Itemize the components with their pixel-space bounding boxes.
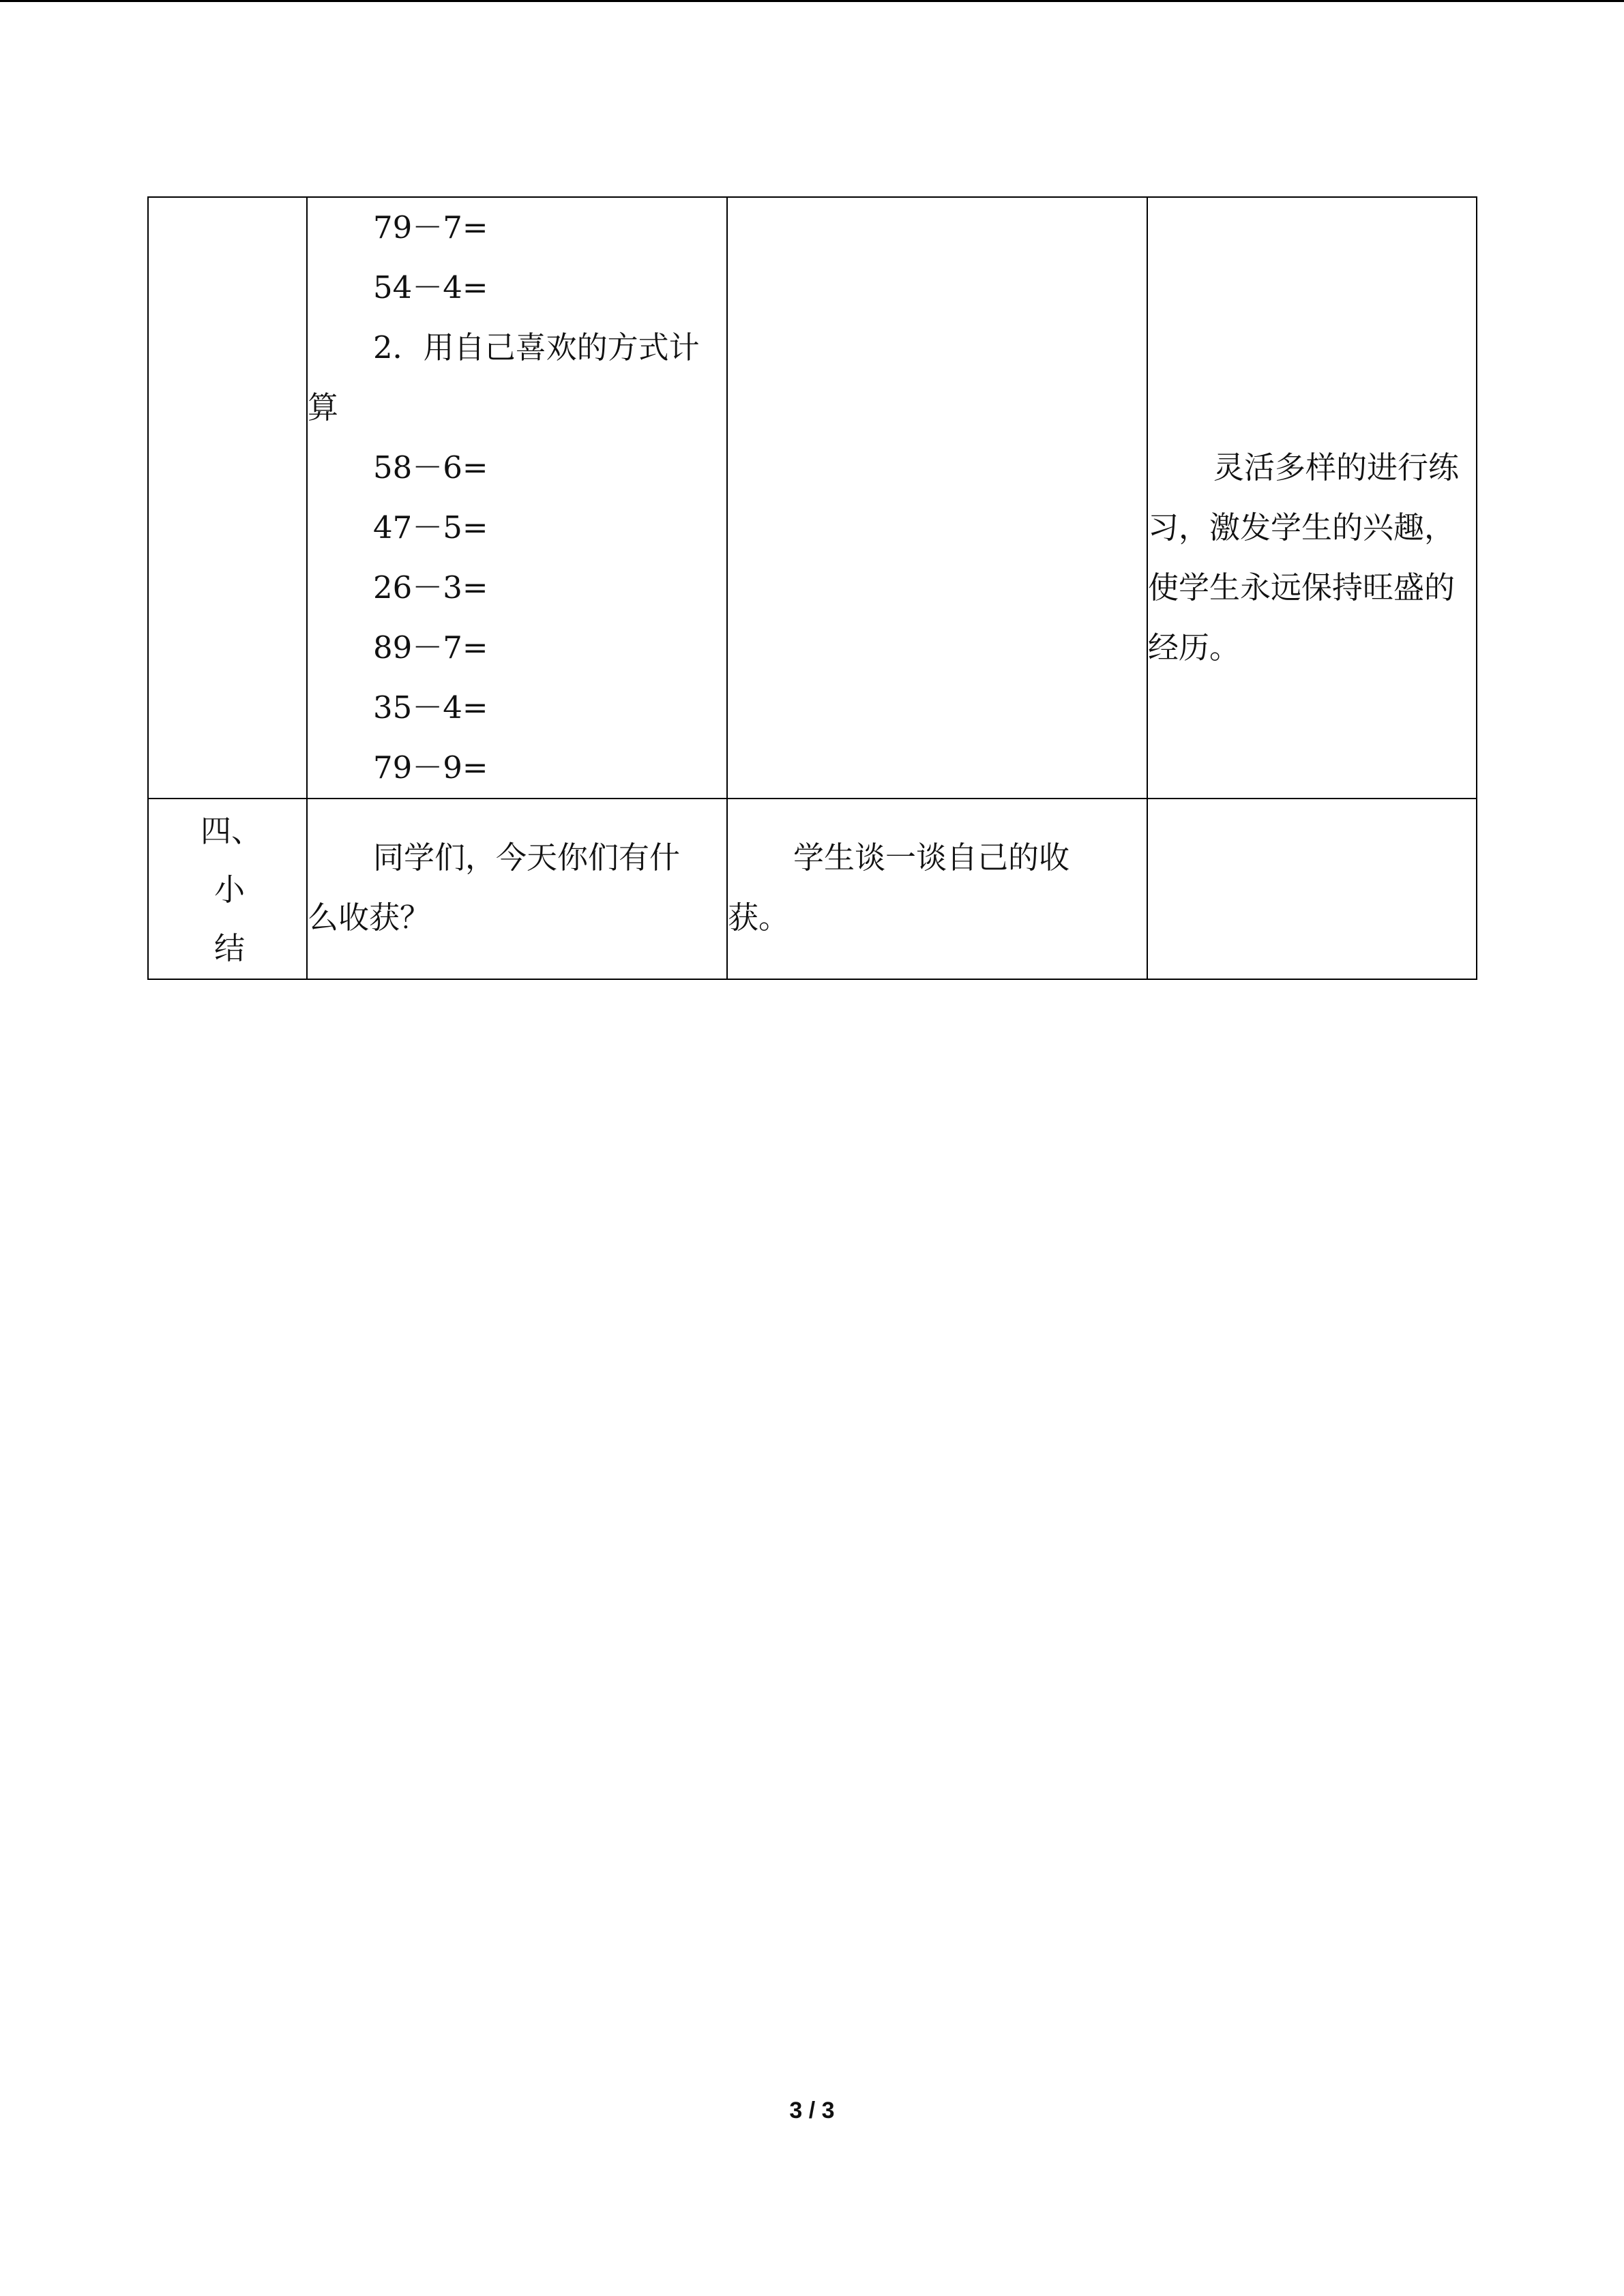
- student-activity-cell: [727, 197, 1147, 799]
- design-intent-line: 习，激发学生的兴趣，: [1148, 509, 1456, 546]
- lesson-plan-table: [147, 196, 1477, 980]
- teacher-summary-cell: [307, 799, 727, 979]
- design-intent-line: 使学生永远保持旺盛的: [1148, 569, 1456, 606]
- exercise-line: 79－7=: [373, 209, 488, 245]
- task-2-heading-cont: 算: [308, 389, 339, 426]
- stage-label-cell: [148, 799, 307, 979]
- exercise-line: 58－6=: [373, 449, 488, 486]
- page-number: 3 / 3: [789, 2098, 835, 2123]
- student-summary-line: 获。: [728, 899, 790, 936]
- student-summary-cell: [727, 799, 1147, 979]
- exercise-line: 35－4=: [373, 689, 488, 726]
- student-summary-line: 学生谈一谈自己的收: [793, 839, 1070, 876]
- task-2-heading: 2．用自己喜欢的方式计: [373, 329, 700, 366]
- stage-label-line: 结: [214, 930, 246, 966]
- exercise-line: 79－9=: [373, 749, 488, 786]
- empty-summary-cell: [1147, 799, 1477, 979]
- table-row: [148, 197, 1477, 799]
- exercise-line: 54－4=: [373, 269, 488, 305]
- exercise-line: 47－5=: [373, 509, 488, 546]
- exercise-line: 26－3=: [373, 569, 488, 606]
- teacher-summary-line: 同学们，今天你们有什: [373, 839, 681, 876]
- design-intent-cell: [1147, 197, 1477, 799]
- stage-label-line: 四、: [201, 813, 263, 849]
- design-intent-line: 灵活多样的进行练: [1213, 449, 1460, 486]
- stage-label-line: 小: [214, 871, 246, 908]
- teacher-activity-cell: [307, 197, 727, 799]
- stage-cell: [148, 197, 307, 799]
- exercise-line: 89－7=: [373, 629, 488, 666]
- table-row: [148, 799, 1477, 979]
- design-intent-line: 经历。: [1148, 629, 1241, 666]
- page-top-border: [0, 0, 1624, 2]
- teacher-summary-line: 么收获？: [308, 899, 431, 936]
